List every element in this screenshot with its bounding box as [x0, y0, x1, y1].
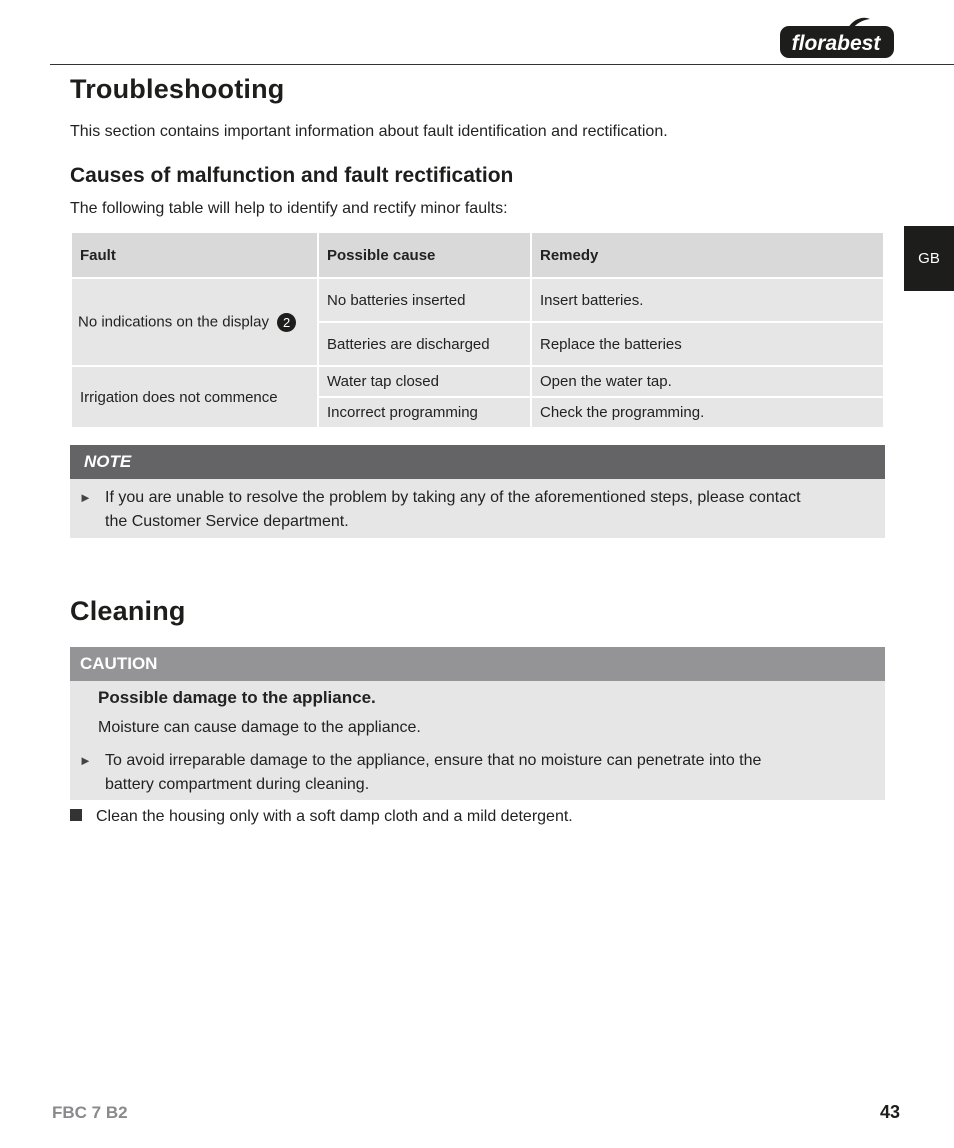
caution-box [70, 647, 885, 800]
language-tab: GB [904, 226, 954, 291]
square-bullet-icon [70, 809, 82, 821]
arrow-right-icon: ► [79, 490, 92, 505]
note-line: the Customer Service department. [105, 513, 349, 530]
table-row [72, 279, 883, 321]
caution-step-line: To avoid irreparable damage to the appliance, ensure that no moisture can penetrate into the [105, 752, 762, 769]
figure-reference-badge: 2 [277, 313, 296, 332]
troubleshooting-intro: This section contains important information about fault identification and rectification. [70, 123, 668, 140]
troubleshooting-title: Troubleshooting [70, 74, 285, 104]
column-header-fault: Fault [72, 233, 317, 277]
note-line: If you are unable to resolve the problem by taking any of the aforementioned steps, please contact [105, 489, 801, 506]
caution-header: CAUTION [70, 647, 885, 681]
remedy-cell: Insert batteries. [532, 279, 883, 321]
caution-title: Possible damage to the appliance. [98, 688, 376, 707]
header-rule [50, 64, 954, 65]
cleaning-instruction [70, 808, 573, 826]
cleaning-title: Cleaning [70, 596, 186, 626]
note-box [70, 445, 885, 538]
fault-cell: Irrigation does not commence [72, 367, 317, 427]
caution-step-line: battery compartment during cleaning. [105, 776, 370, 793]
causes-subtitle: Causes of malfunction and fault rectification [70, 164, 514, 187]
fault-text: No indications on the display [78, 312, 269, 330]
florabest-logo [778, 16, 896, 60]
table-intro: The following table will help to identify and rectify minor faults: [70, 200, 508, 217]
footer-model: FBC 7 B2 [52, 1103, 128, 1122]
svg-text:florabest: florabest [791, 32, 881, 55]
column-header-remedy: Remedy [532, 233, 883, 277]
fault-cell [72, 279, 317, 365]
column-header-cause: Possible cause [319, 233, 530, 277]
note-body [70, 479, 885, 534]
cause-cell: Water tap closed [319, 367, 530, 396]
fault-table [70, 231, 885, 429]
page-number: 43 [880, 1102, 901, 1122]
note-header: NOTE [70, 445, 885, 479]
cause-cell: Incorrect programming [319, 398, 530, 427]
caution-description: Moisture can cause damage to the appliance. [98, 719, 421, 736]
remedy-cell: Check the programming. [532, 398, 883, 427]
cleaning-instruction-text: Clean the housing only with a soft damp cloth and a mild detergent. [96, 808, 573, 825]
remedy-cell: Replace the batteries [532, 323, 883, 365]
table-row [72, 367, 883, 396]
table-header-row [72, 233, 883, 277]
caution-step [70, 749, 885, 797]
arrow-right-icon: ► [79, 753, 92, 768]
cause-cell: No batteries inserted [319, 279, 530, 321]
remedy-cell: Open the water tap. [532, 367, 883, 396]
cause-cell: Batteries are discharged [319, 323, 530, 365]
